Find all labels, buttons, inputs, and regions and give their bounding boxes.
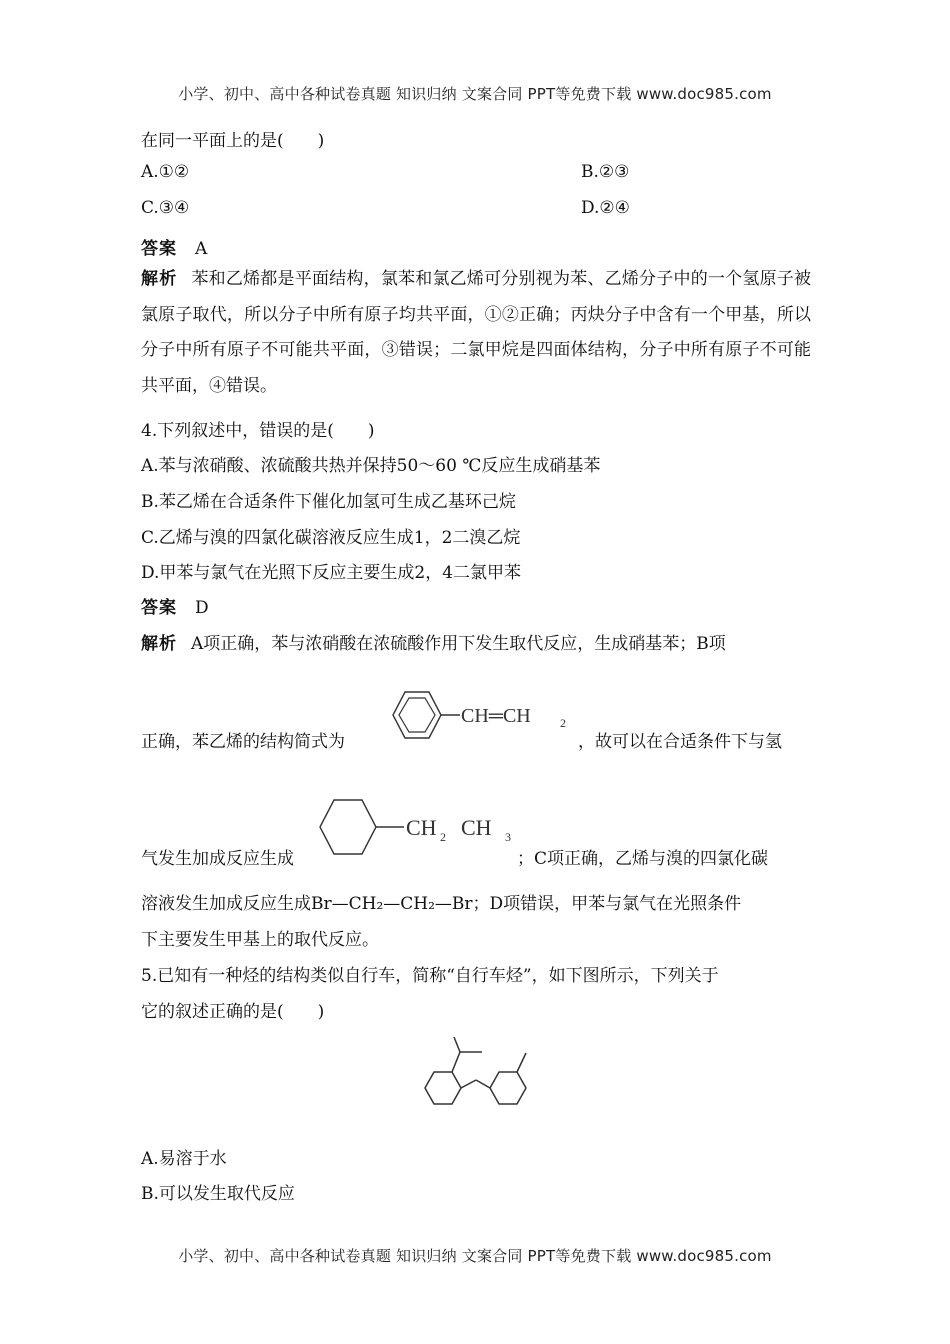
q4-option-c: C.乙烯与溴的四氯化碳溶液反应生成1，2二溴乙烷 bbox=[141, 528, 521, 548]
q4-analysis-line-2a: 正确，苯乙烯的结构简式为 bbox=[141, 732, 345, 752]
bicycle-hydrocarbon-structure bbox=[410, 1032, 545, 1114]
q4-analysis-line-2b: ，故可以在合适条件下与氢 bbox=[578, 732, 782, 752]
analysis-text: A项正确，苯与浓硝酸在浓硫酸作用下发生取代反应，生成硝基苯；B项 bbox=[191, 634, 726, 654]
ethyl-chain-ch: CH bbox=[406, 815, 437, 840]
q3-option-c: C.③④ bbox=[141, 198, 190, 218]
analysis-label: 解析 bbox=[141, 269, 178, 289]
q4-option-d: D.甲苯与氯气在光照下反应主要生成2，4二氯甲苯 bbox=[141, 563, 522, 583]
analysis-label: 解析 bbox=[141, 634, 177, 654]
styrene-chain: CH═CH bbox=[461, 705, 531, 727]
q3-option-b: B.②③ bbox=[581, 162, 630, 182]
q4-analysis-line-5: 下主要发生甲基上的取代反应。 bbox=[141, 930, 379, 950]
q4-analysis-line-3b: ；C项正确，乙烯与溴的四氯化碳 bbox=[517, 849, 769, 869]
ethyl-chain-sub-3: 3 bbox=[505, 830, 511, 844]
q4-stem: 4.下列叙述中，错误的是( ) bbox=[141, 421, 375, 441]
q3-analysis bbox=[141, 262, 811, 404]
q4-analysis-line-1 bbox=[141, 629, 726, 654]
q3-option-a: A.①② bbox=[141, 162, 190, 182]
answer-label: 答案 bbox=[141, 239, 177, 259]
q5-option-a: A.易溶于水 bbox=[141, 1149, 227, 1169]
styrene-structure bbox=[378, 680, 578, 750]
styrene-subscript: 2 bbox=[560, 716, 566, 730]
q4-analysis-line-3a: 气发生加成反应生成 bbox=[141, 849, 294, 869]
q5-stem-line-1: 5.已知有一种烃的结构类似自行车，简称“自行车烃”，如下图所示，下列关于 bbox=[141, 966, 719, 986]
analysis-text: 苯和乙烯都是平面结构，氯苯和氯乙烯可分别视为苯、乙烯分子中的一个氢原子被氯原子取代，所以分子中所有原子均共平面，①②正确；丙炔分子中含有一个甲基，所以分子中所有原子不可能共平面，③错误；二氯甲烷是四面体结构，分子中所有原子不可能共平面，④错误。 bbox=[141, 269, 812, 396]
footer-banner: 小学、初中、高中各种试卷真题 知识归纳 文案合同 PPT等免费下载 www.doc985.com bbox=[178, 1247, 772, 1265]
ethyl-chain-sub-2: 2 bbox=[440, 830, 446, 844]
q3-option-d: D.②④ bbox=[581, 198, 630, 218]
header-banner: 小学、初中、高中各种试卷真题 知识归纳 文案合同 PPT等免费下载 www.doc985.com bbox=[178, 85, 772, 103]
answer-label: 答案 bbox=[141, 598, 177, 618]
q4-option-b: B.苯乙烯在合适条件下催化加氢可生成乙基环己烷 bbox=[141, 492, 516, 512]
ethyl-chain-ch-3: CH bbox=[461, 815, 492, 840]
q3-answer bbox=[141, 234, 207, 259]
q5-option-b: B.可以发生取代反应 bbox=[141, 1184, 295, 1204]
q4-option-a: A.苯与浓硝酸、浓硫酸共热并保持50～60 ℃反应生成硝基苯 bbox=[141, 456, 601, 476]
ethylcyclohexane-structure bbox=[318, 795, 523, 865]
q5-stem-line-2: 它的叙述正确的是( ) bbox=[141, 1002, 325, 1022]
answer-value: D bbox=[195, 598, 209, 618]
q4-analysis-line-4: 溶液发生加成反应生成Br—CH₂—CH₂—Br；D项错误，甲苯与氯气在光照条件 bbox=[141, 894, 742, 914]
q4-answer bbox=[141, 593, 209, 618]
q3-stem-tail: 在同一平面上的是( ) bbox=[141, 131, 325, 151]
answer-value: A bbox=[195, 239, 208, 259]
